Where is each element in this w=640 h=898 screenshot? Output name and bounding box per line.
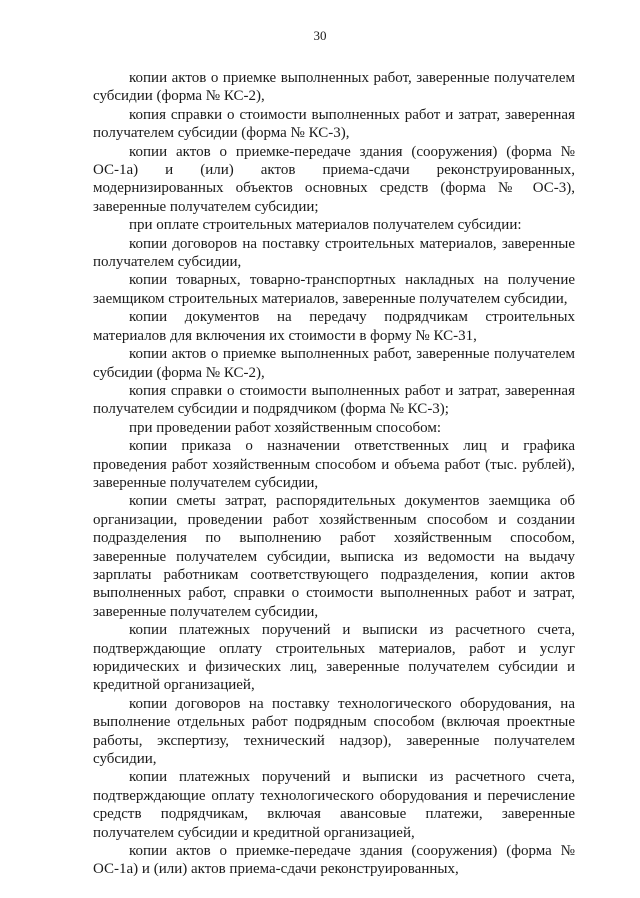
- document-body: [93, 69, 575, 879]
- paragraph: копии документов на передачу подрядчикам строительных материалов для включения их стоимости в форму № КС-31,: [93, 309, 575, 344]
- paragraph: копии приказа о назначении ответственных лиц и графика проведения работ хозяйственным способом и объема работ (тыс. рублей), заверенные получателем субсидии,: [93, 438, 575, 491]
- paragraph: копии актов о приемке-передаче здания (сооружения) (форма № ОС-1а) и (или) актов приема-сдачи реконструированных, модернизированных объектов основных средств (форма № ОС-3), заверенные получателем субсидии;: [93, 143, 575, 215]
- paragraph: копии сметы затрат, распорядительных документов заемщика об организации, проведении работ хозяйственным способом и создании подразделения по выполнению работ хозяйственным способом, заверенные получателем субсидии, выписка из ведомости на выдачу зарплаты работникам соответствующего подразделения, копии актов выполненных работ, справки о стоимости выполненных работ и затрат, заверенные получателем субсидии,: [93, 493, 575, 620]
- paragraph: при оплате строительных материалов получателем субсидии:: [129, 217, 522, 234]
- paragraph: копии актов о приемке выполненных работ, заверенные получателем субсидии (форма № КС-2),: [93, 70, 575, 105]
- paragraph: при проведении работ хозяйственным способом:: [129, 419, 442, 436]
- page-number: 30: [313, 28, 327, 43]
- paragraph: копии платежных поручений и выписки из расчетного счета, подтверждающие оплату строительных материалов, работ и услуг юридических и физических лиц, заверенные получателем субсидии и кредитной организацией,: [93, 622, 575, 694]
- paragraph: копия справки о стоимости выполненных работ и затрат, заверенная получателем субсидии и подрядчиком (форма № КС-3);: [93, 382, 575, 418]
- paragraph: копии договоров на поставку технологического оборудования, на выполнение отдельных работ подрядным способом (включая проектные работы, экспертизу, технический надзор), заверенные получателем субсидии,: [93, 695, 575, 768]
- paragraph: копия справки о стоимости выполненных работ и затрат, заверенная получателем субсидии (форма № КС-3),: [93, 106, 575, 142]
- paragraph: копии товарных, товарно-транспортных накладных на получение заемщиком строительных материалов, заверенные получателем субсидии,: [93, 272, 575, 307]
- paragraph: копии платежных поручений и выписки из расчетного счета, подтверждающие оплату технологического оборудования и перечисление средств подрядчикам, включая авансовые платежи, заверенные получателем субсидии и кредитной организацией,: [93, 769, 575, 841]
- paragraph: копии актов о приемке выполненных работ, заверенные получателем субсидии (форма № КС-2),: [93, 346, 575, 381]
- paragraph: копии договоров на поставку строительных материалов, заверенные получателем субсидии,: [93, 235, 575, 271]
- paragraph: копии актов о приемке-передаче здания (сооружения) (форма № ОС-1а) и (или) актов приема-сдачи реконструированных,: [93, 843, 575, 878]
